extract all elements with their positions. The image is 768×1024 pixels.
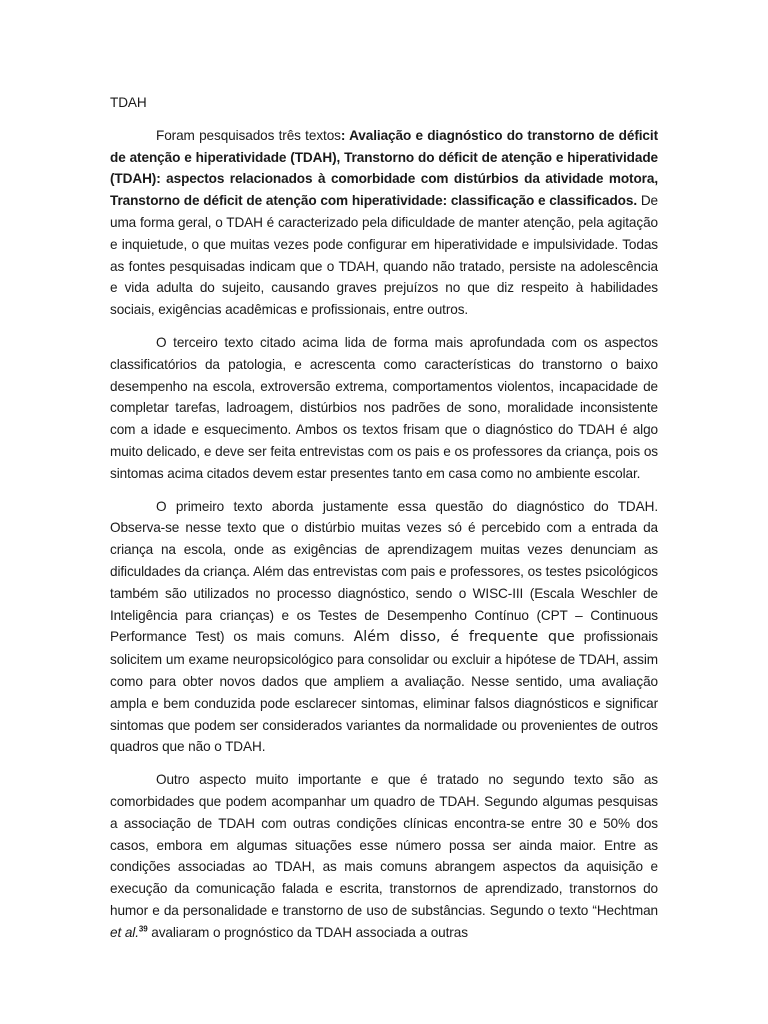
document-body — [110, 92, 658, 954]
paragraph-1-bold-titles: : Avaliação e diagnóstico do transtorno de déficit de atenção e hiperatividade (TDAH), Transtorno do déficit de atenção e hiperatividade (TDAH): aspectos relacionados à comorbidade com distúrbios da atividade motora, Transtorno de déficit de atenção com hiperatividade: classificação e classificados. — [110, 127, 658, 209]
document-title: TDAH — [110, 95, 147, 110]
paragraph-3-tail: profissionais solicitem um exame neuropsicológico para consolidar ou excluir a hipótese de TDAH, assim como para obter novos dados que ampliem a avaliação. Nesse sentido, uma avaliação ampla e bem conduzida pode esclarecer sintomas, eliminar falsos diagnósticos e significar sintomas que podem ser considerados variantes da normalidade ou provenientes de outros quadros que não o TDAH. — [110, 629, 659, 755]
paragraph-1-lead: Foram pesquisados três textos — [156, 127, 341, 143]
paragraph-3-body: O primeiro texto aborda justamente essa questão do diagnóstico do TDAH. Observa-se nesse texto que o distúrbio muitas vezes só é percebido com a entrada da criança na escola, onde as exigências de aprendizagem muitas vezes denunciam as dificuldades da criança. Além das entrevistas com pais e professores, os testes psicológicos também são utilizados no processo diagnóstico, sendo o WISC-III (Escala Weschler de Inteligência para crianças) e os Testes de Desempenho Contínuo (CPT – Continuous Performance Test) os mais comuns. — [110, 498, 658, 645]
paragraph-1 — [110, 125, 658, 321]
paragraph-2: O terceiro texto citado acima lida de forma mais aprofundada com os aspectos classificatórios da patologia, e acrescenta como características do transtorno o baixo desempenho na escola, extroversão extrema, comportamentos violentos, incapacidade de completar tarefas, ladroagem, distúrbios nos padrões de sono, moralidade inconsistente com a idade e esquecimento. Ambos os textos frisam que o diagnóstico do TDAH é algo muito delicado, e deve ser feita entrevistas com os pais e os professores da criança, pois os sintomas acima citados devem estar presentes tanto em casa como no ambiente escolar. — [110, 334, 658, 481]
paragraph-3-sans-segment: Além disso, é frequente que — [353, 629, 575, 646]
paragraph-3 — [110, 496, 658, 759]
paragraph-4 — [110, 769, 658, 943]
footnote-reference: 39 — [138, 924, 148, 934]
paragraph-4-et-al: et al. — [110, 924, 139, 940]
paragraph-4-body: Outro aspecto muito importante e que é tratado no segundo texto são as comorbidades que podem acompanhar um quadro de TDAH. Segundo algumas pesquisas a associação de TDAH com outras condições clínicas encontra-se entre 30 e 50% dos casos, embora em algumas situações esse número possa ser ainda maior. Entre as condições associadas ao TDAH, as mais comuns abrangem aspectos da aquisição e execução da comunicação falada e escrita, transtornos de aprendizado, transtornos do humor e da personalidade e transtorno de uso de substâncias. Segundo o texto “Hechtman — [110, 772, 658, 918]
paragraph-1-body: De uma forma geral, o TDAH é caracterizado pela dificuldade de manter atenção, pela agitação e inquietude, o que muitas vezes pode configurar em hiperatividade e impulsividade. Todas as fontes pesquisadas indicam que o TDAH, quando não tratado, persiste na adolescência e vida adulta do sujeito, causando graves prejuízos no que diz respeito à habilidades sociais, exigências acadêmicas e profissionais, entre outros. — [110, 193, 659, 318]
paragraph-4-tail: avaliaram o prognóstico da TDAH associada a outras — [147, 924, 468, 940]
